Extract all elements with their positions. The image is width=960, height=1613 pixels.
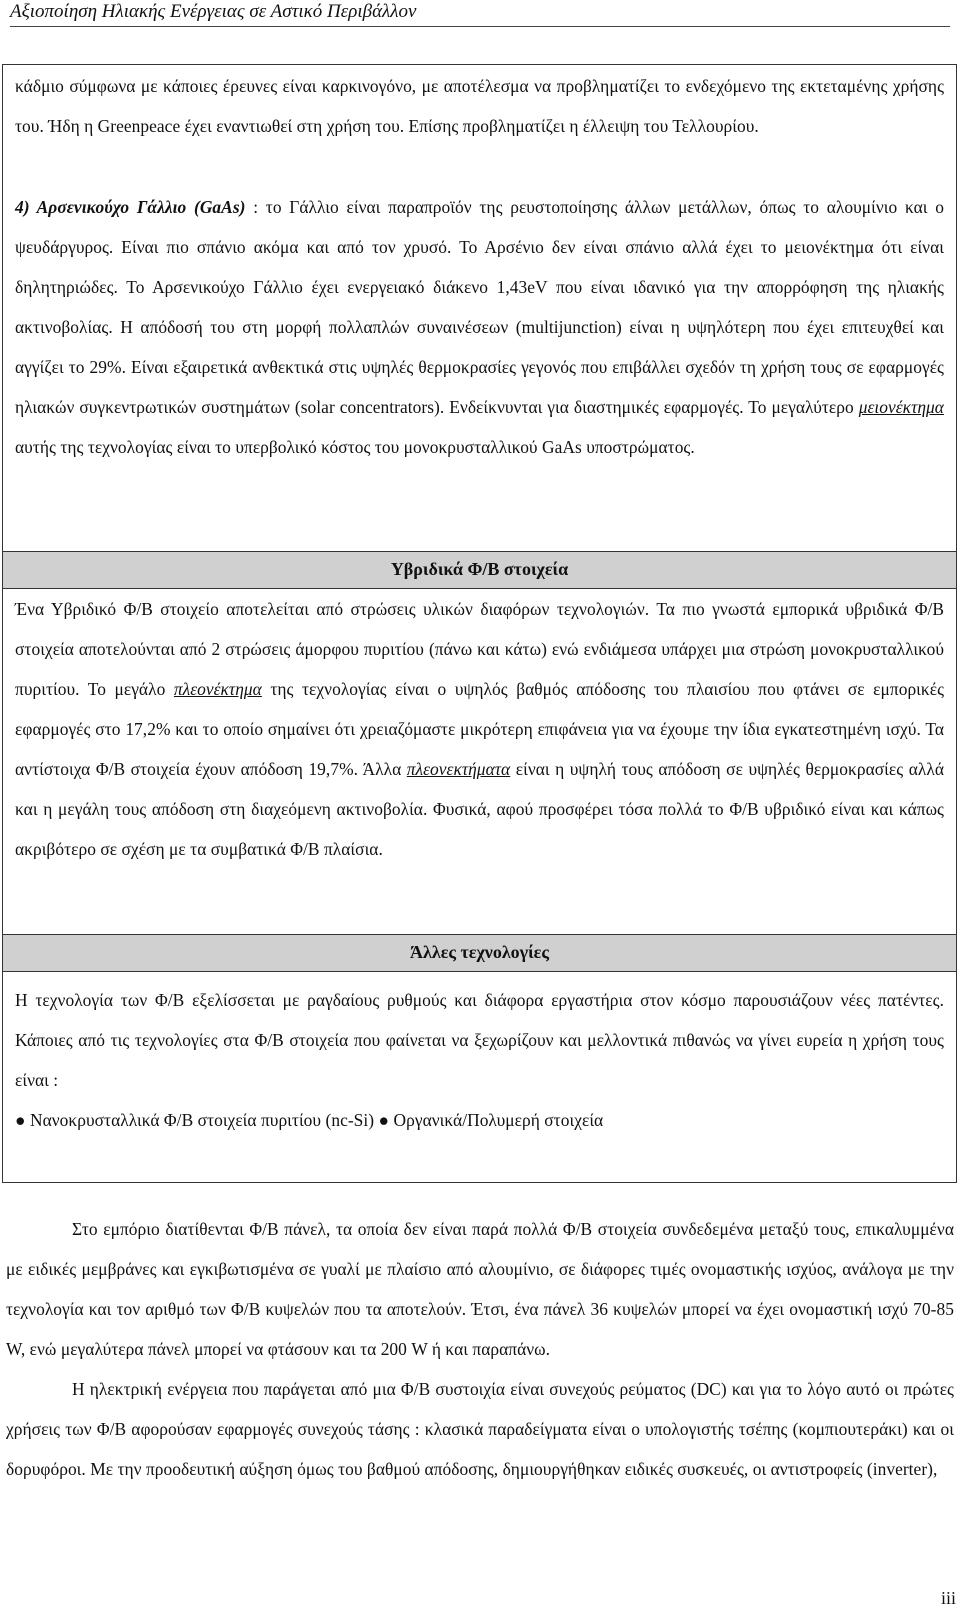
hybrid-heading: Υβριδικά Φ/Β στοιχεία <box>3 551 956 589</box>
gaas-cell <box>3 187 956 551</box>
running-header <box>10 0 950 27</box>
intro-cell <box>3 65 956 187</box>
gaas-emphasis: μειονέκτημα <box>858 397 944 417</box>
technology-box <box>2 64 957 1183</box>
hybrid-emphasis-advantage: πλεονέκτημα <box>173 679 262 699</box>
bullet-2: ● <box>378 1110 390 1130</box>
other-paragraph: Η τεχνολογία των Φ/Β εξελίσσεται με ραγδαίους ρυθμούς και διάφορα εργαστήρια στον κόσμο παρουσιάζουν νέες πατέντες. Κάποιες από τις τεχνολογίες στα Φ/Β στοιχεία που φαίνεται να ξεχωρίζουν και μελλοντικά πιθανώς να γίνει ευρεία η χρήση τους είναι : <box>15 990 944 1090</box>
bullet-1: ● <box>15 1110 26 1130</box>
other-cell <box>3 972 956 1184</box>
intro-paragraph: κάδμιο σύμφωνα με κάποιες έρευνες είναι καρκινογόνο, με αποτέλεσμα να προβληματίζει το ενδεχόμενο της εκτεταμένης χρήσης του. Ήδη η Greenpeace έχει εναντιωθεί στη χρήση του. Επίσης προβληματίζει η έλλειψη του Τελλουρίου. <box>15 76 944 136</box>
body-text <box>6 1209 954 1489</box>
gaas-label: 4) Αρσενικούχο Γάλλιο (GaAs) <box>15 197 246 217</box>
hybrid-cell <box>3 589 956 934</box>
list-item: Νανοκρυσταλλικά Φ/Β στοιχεία πυριτίου (nc-Si) <box>29 1110 375 1130</box>
body-paragraph-2: Η ηλεκτρική ενέργεια που παράγεται από μια Φ/Β συστοιχία είναι συνεχούς ρεύματος (DC) και για το λόγο αυτό οι πρώτες χρήσεις των Φ/Β αφορούσαν εφαρμογές συνεχούς τάσης : κλασικά παραδείγματα είναι ο υπολογιστής τσέπης (κομπιουτεράκι) και οι δορυφόροι. Με την προοδευτική αύξηση όμως του βαθμού απόδοσης, δημιουργήθηκαν ειδικές συσκευές, οι αντιστροφείς (inverter), <box>6 1379 954 1479</box>
gaas-paragraph: 4) Αρσενικούχο Γάλλιο (GaAs) : το Γάλλιο είναι παραπροϊόν της ρευστοποίησης άλλων μετάλλων, όπως το αλουμίνιο και ο ψευδάργυρος. Είναι πιο σπάνιο ακόμα και από τον χρυσό. Το Αρσένιο δεν είναι σπάνιο αλλά έχει το μειονέκτημα ότι είναι δηλητηριώδες. Το Αρσενικούχο Γάλλιο έχει ενεργειακό διάκενο 1,43eV που είναι ιδανικό για την απορρόφηση της ηλιακής ακτινοβολίας. Η απόδοσή του στη μορφή πολλαπλών συναινέσεων (multijunction) είναι η υψηλότερη που έχει επιτευχθεί και αγγίζει το 29%. Είναι εξαιρετικά ανθεκτικά στις υψηλές θερμοκρασίες γεγονός που επιβάλλει σχεδόν τη χρήση τους σε εφαρμογές ηλιακών συγκεντρωτικών συστημάτων (solar concentrators). Ενδείκνυνται για διαστημικές εφαρμογές. Το μεγαλύτερο μειονέκτημα αυτής της τεχνολογίας είναι το υπερβολικό κόστος του μονοκρυσταλλικού GaAs υποστρώματος. <box>15 197 944 457</box>
header-title: Αξιοποίηση Ηλιακής Ενέργειας σε Αστικό Περιβάλλον <box>10 1 417 22</box>
page-number: iii <box>940 1588 956 1608</box>
list-item: Οργανικά/Πολυμερή στοιχεία <box>393 1110 604 1130</box>
body-paragraph-1: Στο εμπόριο διατίθενται Φ/Β πάνελ, τα οποία δεν είναι παρά πολλά Φ/Β στοιχεία συνδεδεμένα μεταξύ τους, επικαλυμμένα με ειδικές μεμβράνες και εγκιβωτισμένα σε γυαλί με πλαίσιο από αλουμίνιο, σε διάφορες τιμές ονομαστικής ισχύος, ανάλογα με την τεχνολογία και τον αριθμό των Φ/Β κυψελών που τα αποτελούν. Έτσι, ένα πάνελ 36 κυψελών μπορεί να έχει ονομαστική ισχύ 70-85 W, ενώ μεγαλύτερα πάνελ μπορεί να φτάσουν και τα 200 W ή και παραπάνω. <box>6 1219 954 1359</box>
hybrid-emphasis-advantages: πλεονεκτήματα <box>406 759 511 779</box>
hybrid-paragraph: Ένα Υβριδικό Φ/Β στοιχείο αποτελείται από στρώσεις υλικών διαφόρων τεχνολογιών. Τα πιο γνωστά εμπορικά υβριδικά Φ/Β στοιχεία αποτελούνται από 2 στρώσεις άμορφου πυριτίου (πάνω και κάτω) ενώ ενδιάμεσα υπάρχει μια στρώση μονοκρυσταλλικού πυριτίου. Το μεγάλο πλεονέκτημα της τεχνολογίας είναι ο υψηλός βαθμός απόδοσης του πλαισίου που φτάνει σε εμπορικές εφαρμογές στο 17,2% και το οποίο σημαίνει ότι χρειαζόμαστε μικρότερη επιφάνεια για να έχουμε την ίδια εγκατεστημένη ισχύ. Τα αντίστοιχα Φ/Β στοιχεία έχουν απόδοση 19,7%. Άλλα πλεονεκτήματα είναι η υψηλή τους απόδοση σε υψηλές θερμοκρασίες αλλά και η μεγάλη τους απόδοση στη διαχεόμενη ακτινοβολία. Φυσικά, αφού προσφέρει τόσα πολλά το Φ/Β υβριδικό είναι και κάπως ακριβότερο σε σχέση με τα συμβατικά Φ/Β πλαίσια. <box>15 599 945 859</box>
other-list <box>15 1100 944 1140</box>
other-heading: Άλλες τεχνολογίες <box>3 934 956 972</box>
